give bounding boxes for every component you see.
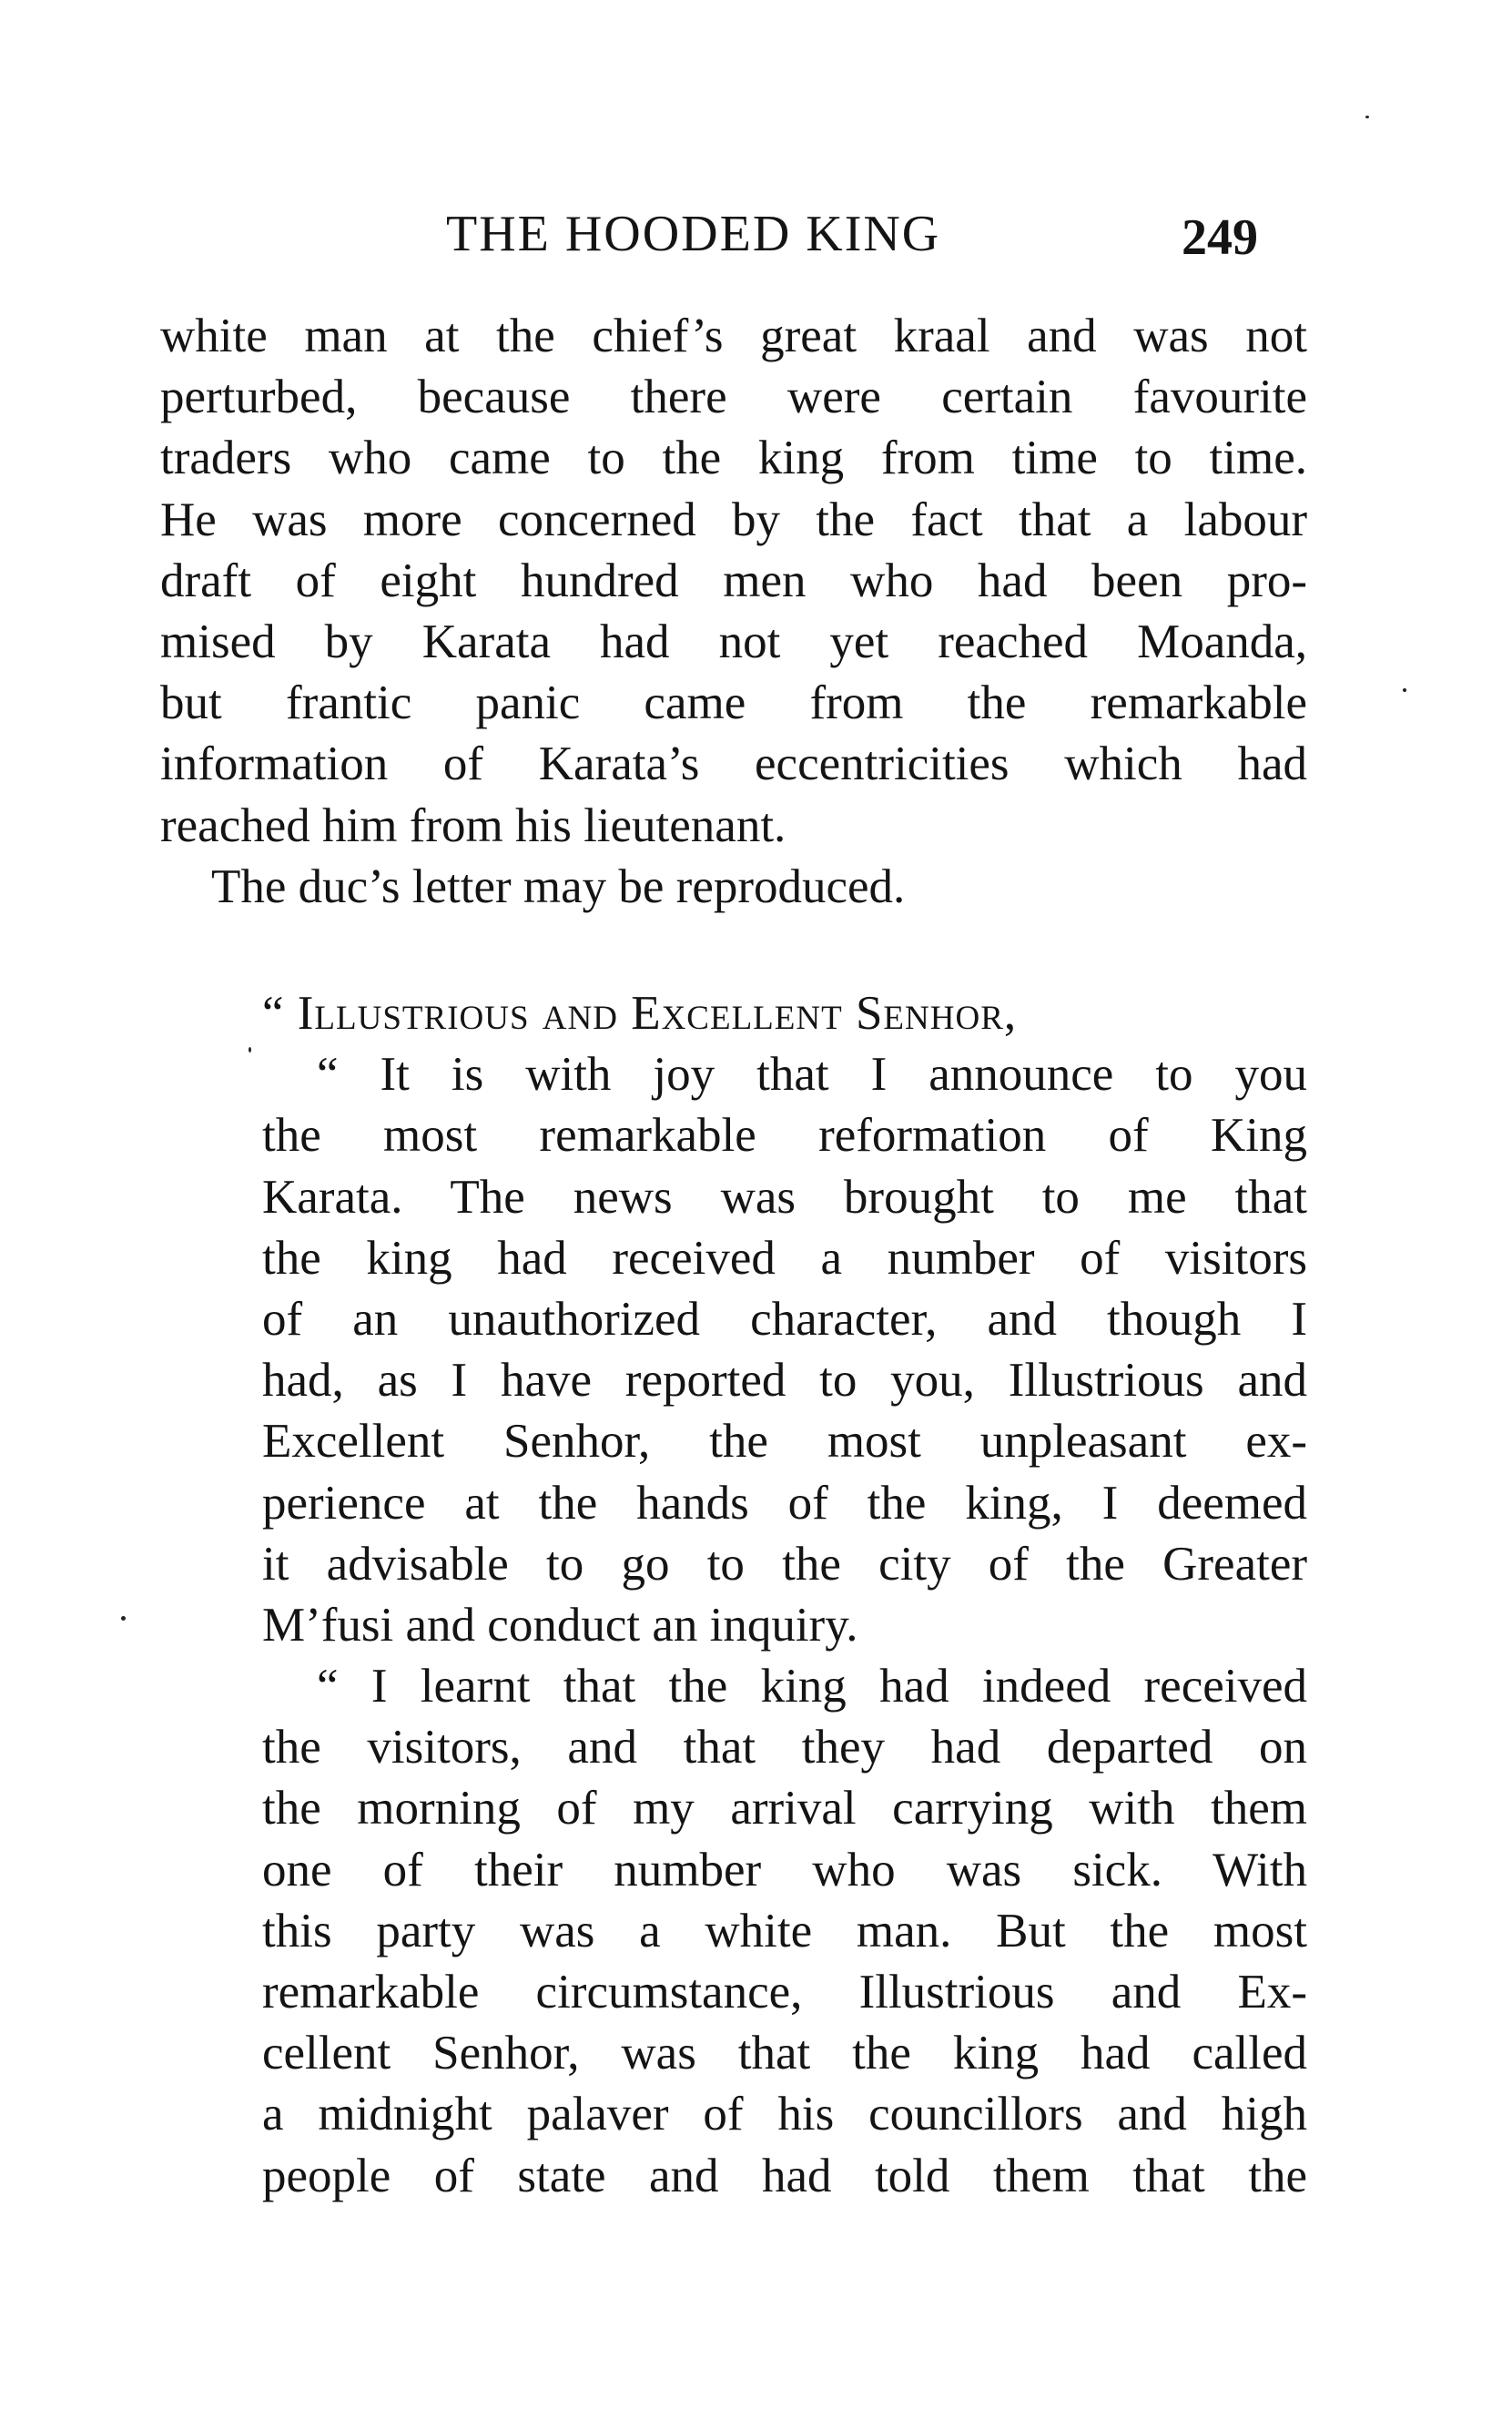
letter-line: one of their number who was sick. With — [262, 1843, 1307, 1896]
letter-line: “ I learnt that the king had indeed received — [317, 1660, 1307, 1713]
letter-line: of an unauthorized character, and though I — [262, 1292, 1307, 1346]
letter-line: remarkable circumstance, Illustrious and Ex- — [262, 1966, 1307, 2018]
letter-line: had, as I have reported to you, Illustrious and — [262, 1354, 1307, 1408]
letter-line: “ It is with joy that I announce to you — [317, 1048, 1307, 1102]
letter-line: Excellent Senhor, the most unpleasant ex- — [262, 1415, 1307, 1469]
text-line: mised by Karata had not yet reached Moanda, — [160, 615, 1307, 668]
ink-speck — [1365, 116, 1369, 118]
letter-line: the most remarkable reformation of King — [262, 1109, 1307, 1163]
letter-line: people of state and had told them that the — [262, 2149, 1307, 2202]
text-line: He was more concerned by the fact that a labour — [160, 493, 1307, 546]
text-line: reached him from his lieutenant. — [160, 798, 786, 852]
letter-line: this party was a white man. But the most — [262, 1904, 1307, 1957]
ink-speck — [121, 1616, 126, 1621]
narrative-text — [160, 306, 1307, 918]
letter-line: the king had received a number of visitors — [262, 1231, 1307, 1285]
letter-line: Karata. The news was brought to me that — [262, 1170, 1307, 1224]
letter-line: a midnight palaver of his councillors and high — [262, 2088, 1307, 2141]
intro-line: The duc’s letter may be reproduced. — [211, 859, 906, 913]
ink-speck — [249, 1047, 251, 1052]
ink-speck — [1403, 688, 1406, 692]
letter-line: M’fusi and conduct an inquiry. — [262, 1598, 858, 1652]
text-line: draft of eight hundred men who had been pro- — [160, 554, 1307, 607]
page-number: 249 — [1182, 209, 1258, 266]
text-line: but frantic panic came from the remarkable — [160, 676, 1307, 730]
text-line: information of Karata’s eccentricities which had — [160, 737, 1307, 791]
quoted-letter — [262, 983, 1307, 2207]
letter-line: the visitors, and that they had departed on — [262, 1721, 1307, 1774]
running-title: THE HOODED KING — [446, 206, 941, 262]
letter-line: the morning of my arrival carrying with them — [262, 1782, 1307, 1835]
running-head — [0, 202, 1512, 266]
letter-line: cellent Senhor, was that the king had called — [262, 2027, 1307, 2080]
letter-line: perience at the hands of the king, I deemed — [262, 1476, 1307, 1530]
text-line: white man at the chief’s great kraal and was not — [160, 310, 1307, 362]
text-line: perturbed, because there were certain favourite — [160, 371, 1307, 424]
text-line: traders who came to the king from time to time. — [160, 432, 1307, 485]
letter-salutation: “ Illustrious and Excellent Senhor, — [262, 987, 1018, 1040]
letter-line: it advisable to go to the city of the Greater — [262, 1537, 1307, 1591]
